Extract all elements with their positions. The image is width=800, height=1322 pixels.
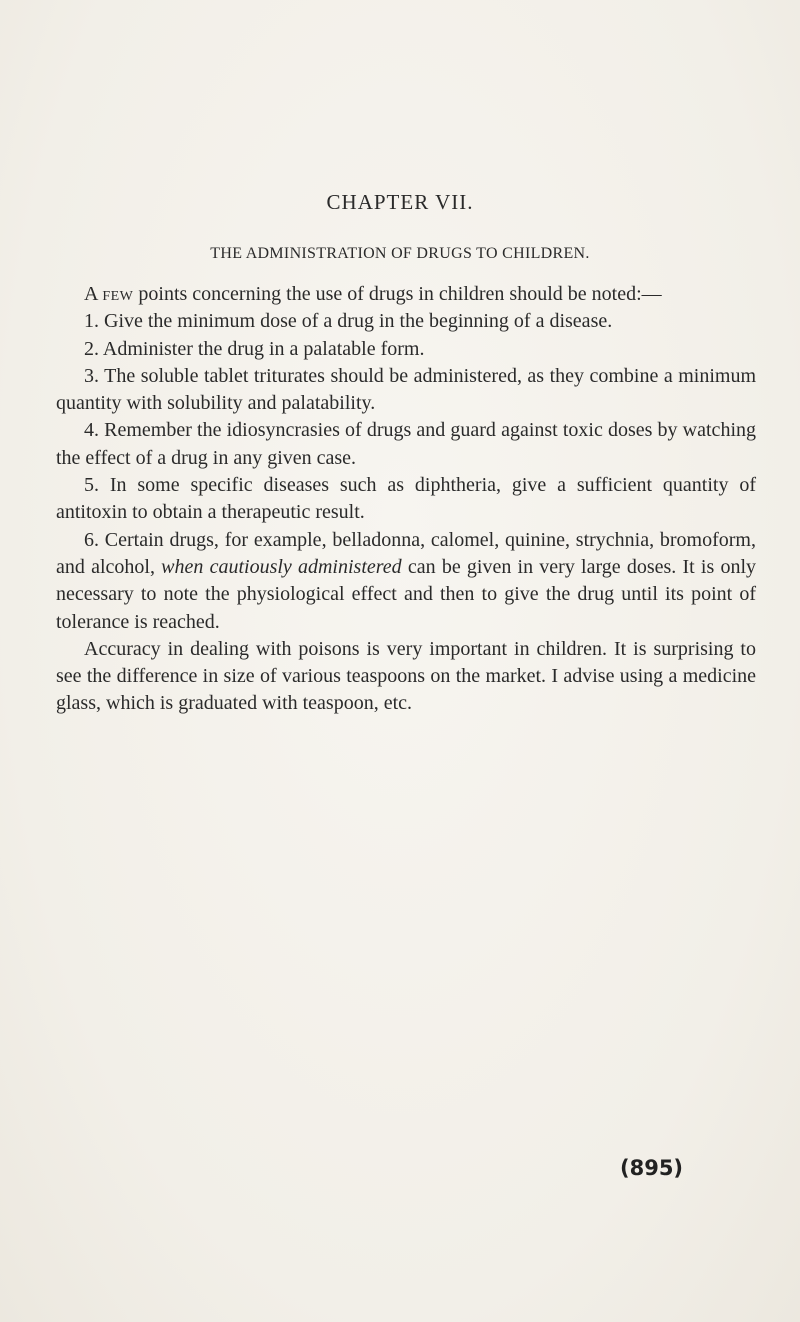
point-2: 2. Administer the drug in a palatable form. (84, 337, 425, 360)
intro-lead-letter: A (84, 283, 98, 305)
chapter-subtitle: THE ADMINISTRATION OF DRUGS TO CHILDREN. (210, 245, 590, 262)
chapter-heading: CHAPTER VII. (326, 190, 474, 214)
point-5: 5. In some specific diseases such as diphtheria, give a sufficient quantity of antitoxin to obtain a therapeutic result. (56, 474, 756, 524)
intro-rest: points concerning the use of drugs in children should be noted:— (138, 283, 662, 305)
point-6-emphasis: when cautiously administered (161, 555, 402, 578)
chapter-body (56, 281, 756, 718)
point-6-after: can be given in very large doses. It is only necessary to note the physiological effect and then to give the drug until its point of tolerance is reached. (56, 555, 756, 633)
point-6 (56, 527, 756, 636)
intro-lead-word: few (102, 283, 134, 305)
closing-paragraph: Accuracy in dealing with poisons is very important in children. It is surprising to see the difference in size of various teaspoons on the market. I advise using a medicine glass, which is graduated with teaspoon, etc. (56, 637, 756, 715)
point-3: 3. The soluble tablet triturates should be administered, as they combine a minimum quantity with solubility and palatability. (56, 364, 756, 415)
point-6-before: 6. Certain drugs, for example, belladonna, calomel, quinine, strychnia, bromoform, and alcohol, (56, 528, 756, 578)
point-1: 1. Give the minimum dose of a drug in the beginning of a disease. (84, 310, 613, 333)
intro-paragraph (56, 281, 756, 308)
page-number: (895) (620, 1156, 684, 1180)
point-4: 4. Remember the idiosyncrasies of drugs and guard against toxic doses by watching the effect of a drug in any given case. (56, 419, 756, 469)
